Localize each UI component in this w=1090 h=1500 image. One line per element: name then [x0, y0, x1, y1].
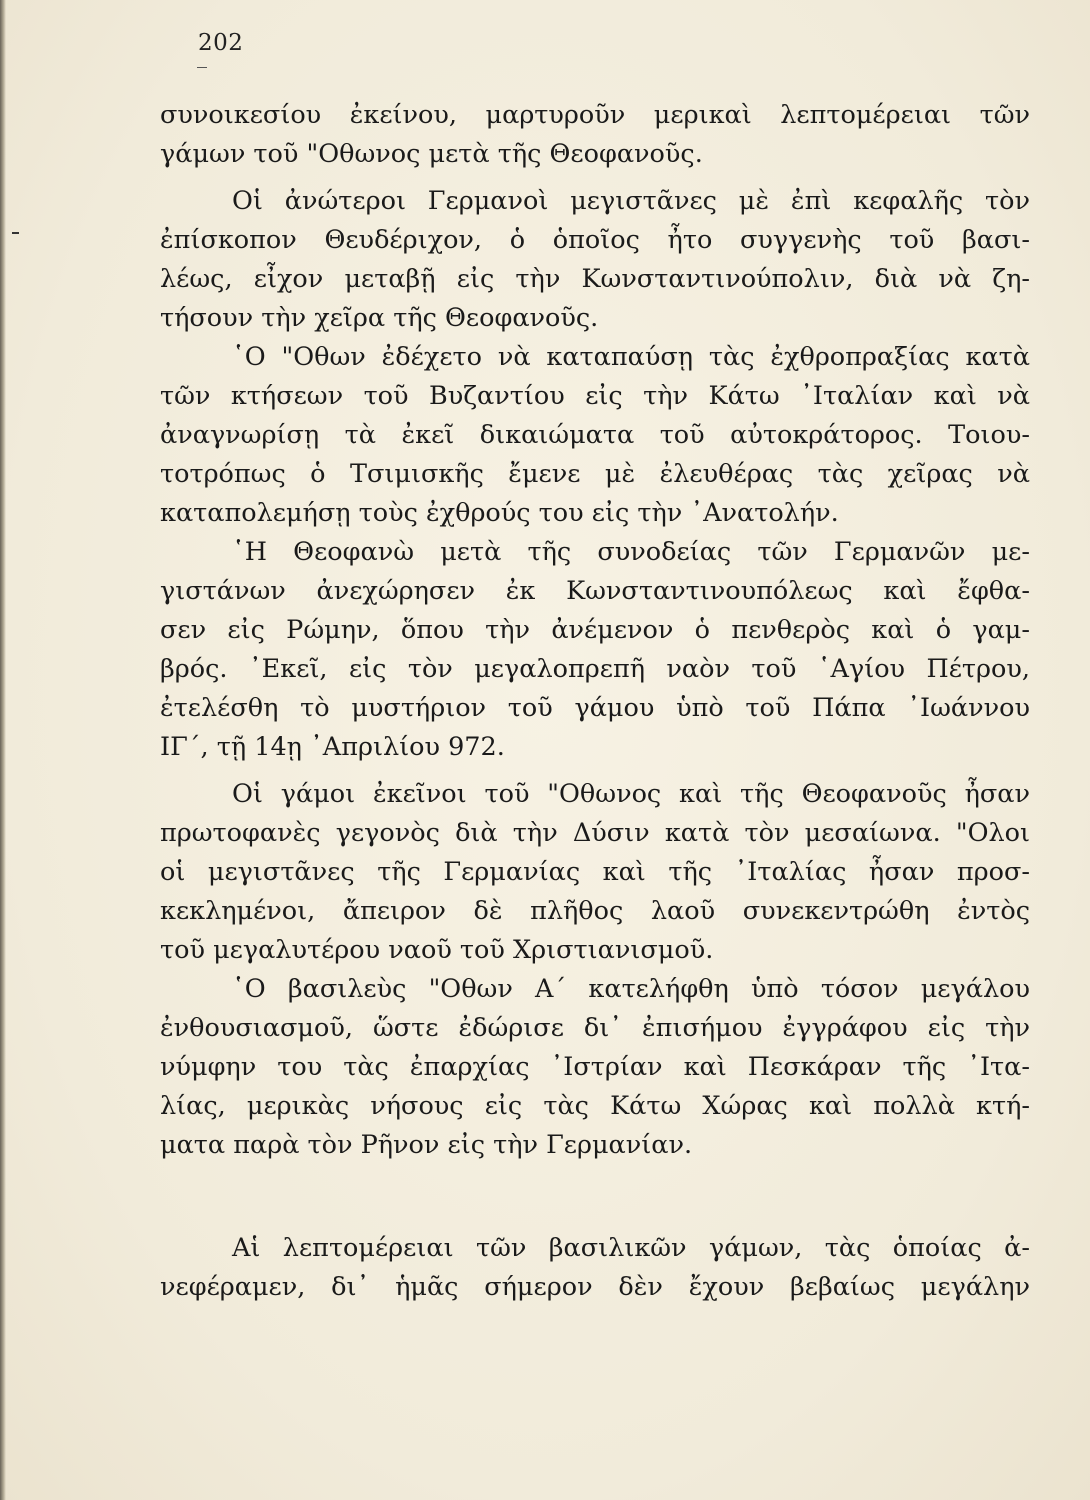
text-line: ῾Ο βασιλεὺς "Οθων Α΄ κατελήφθη ὑπὸ τόσον μεγάλου — [232, 974, 1030, 1004]
text-line: Οἱ ἀνώτεροι Γερμανοὶ μεγιστᾶνες μὲ ἐπὶ κεφαλῆς τὸν — [232, 186, 1030, 216]
text-line: γάμων τοῦ "Οθωνος μετὰ τῆς Θεοφανοῦς. — [160, 139, 703, 169]
page-number-underline — [197, 67, 207, 68]
margin-mark — [12, 232, 19, 234]
paragraph — [160, 970, 1030, 1165]
paragraph — [160, 1229, 1030, 1307]
text-line: Αἱ λεπτομέρειαι τῶν βασιλικῶν γάμων, τὰς ὁποίας ἀ- — [232, 1233, 1030, 1263]
text-line: ματα παρὰ τὸν Ρῆνον εἰς τὴν Γερμανίαν. — [160, 1130, 693, 1160]
text-line: τοτρόπως ὁ Τσιμισκῆς ἔμενε μὲ ἐλευθέρας τὰς χεῖρας νὰ — [160, 459, 1030, 489]
text-line: ῾Η Θεοφανὼ μετὰ τῆς συνοδείας τῶν Γερμανῶν με- — [232, 537, 1030, 567]
text-line: λέως, εἶχον μεταβῇ εἰς τὴν Κωνσταντινούπολιν, διὰ νὰ ζη- — [160, 264, 1030, 294]
text-line: ἐνθουσιασμοῦ, ὥστε ἐδώρισε δι᾿ ἐπισήμου ἐγγράφου εἰς τὴν — [160, 1013, 1030, 1043]
text-line: κεκλημένοι, ἄπειρον δὲ πλῆθος λαοῦ συνεκεντρώθη ἐντὸς — [160, 896, 1030, 926]
paragraph — [160, 533, 1030, 767]
page-number: 202 — [198, 30, 244, 56]
text-line: νύμφην του τὰς ἐπαρχίας ᾿Ιστρίαν καὶ Πεσκάραν τῆς ᾿Ιτα- — [160, 1052, 1030, 1082]
text-line: ῾Ο "Οθων ἐδέχετο νὰ καταπαύσῃ τὰς ἐχθροπραξίας κατὰ — [232, 342, 1030, 372]
paragraph — [160, 96, 1030, 174]
paragraph — [160, 338, 1030, 533]
text-line: ΙΓ΄, τῇ 14ῃ ᾿Απριλίου 972. — [160, 732, 505, 762]
binding-edge — [0, 0, 6, 1500]
text-line: οἱ μεγιστᾶνες τῆς Γερμανίας καὶ τῆς ᾿Ιταλίας ἦσαν προσ- — [160, 857, 1030, 887]
text-line: συνοικεσίου ἐκείνου, μαρτυροῦν μερικαὶ λεπτομέρειαι τῶν — [160, 100, 1030, 130]
paragraph — [160, 775, 1030, 970]
text-line: ἐτελέσθη τὸ μυστήριον τοῦ γάμου ὑπὸ τοῦ Πάπα ᾿Ιωάννου — [160, 693, 1030, 723]
text-line: τοῦ μεγαλυτέρου ναοῦ τοῦ Χριστιανισμοῦ. — [160, 935, 714, 965]
text-line: γιστάνων ἀνεχώρησεν ἐκ Κωνσταντινουπόλεως καὶ ἔφθα- — [160, 576, 1030, 606]
text-line: νεφέραμεν, δι᾿ ἡμᾶς σήμερον δὲν ἔχουν βεβαίως μεγάλην — [160, 1272, 1030, 1302]
text-line: τῶν κτήσεων τοῦ Βυζαντίου εἰς τὴν Κάτω ᾿Ιταλίαν καὶ νὰ — [160, 381, 1030, 411]
text-line: βρός. ᾿Εκεῖ, εἰς τὸν μεγαλοπρεπῆ ναὸν τοῦ ῾Αγίου Πέτρου, — [160, 654, 1030, 684]
text-line: τήσουν τὴν χεῖρα τῆς Θεοφανοῦς. — [160, 303, 599, 333]
text-line: λίας, μερικὰς νήσους εἰς τὰς Κάτω Χώρας καὶ πολλὰ κτή- — [160, 1091, 1030, 1121]
text-line: Οἱ γάμοι ἐκεῖνοι τοῦ "Οθωνος καὶ τῆς Θεοφανοῦς ἦσαν — [232, 779, 1030, 809]
text-line: καταπολεμήσῃ τοὺς ἐχθρούς του εἰς τὴν ᾿Ανατολήν. — [160, 498, 839, 528]
paragraph — [160, 182, 1030, 338]
text-line: σεν εἰς Ρώμην, ὅπου τὴν ἀνέμενον ὁ πενθερὸς καὶ ὁ γαμ- — [160, 615, 1030, 645]
body-text — [160, 96, 1030, 1307]
text-line: ἀναγνωρίσῃ τὰ ἐκεῖ δικαιώματα τοῦ αὐτοκράτορος. Τοιου- — [160, 420, 1030, 450]
text-line: πρωτοφανὲς γεγονὸς διὰ τὴν Δύσιν κατὰ τὸν μεσαίωνα. "Ολοι — [160, 818, 1030, 848]
text-line: ἐπίσκοπον Θευδέριχον, ὁ ὁποῖος ἦτο συγγενὴς τοῦ βασι- — [160, 225, 1030, 255]
